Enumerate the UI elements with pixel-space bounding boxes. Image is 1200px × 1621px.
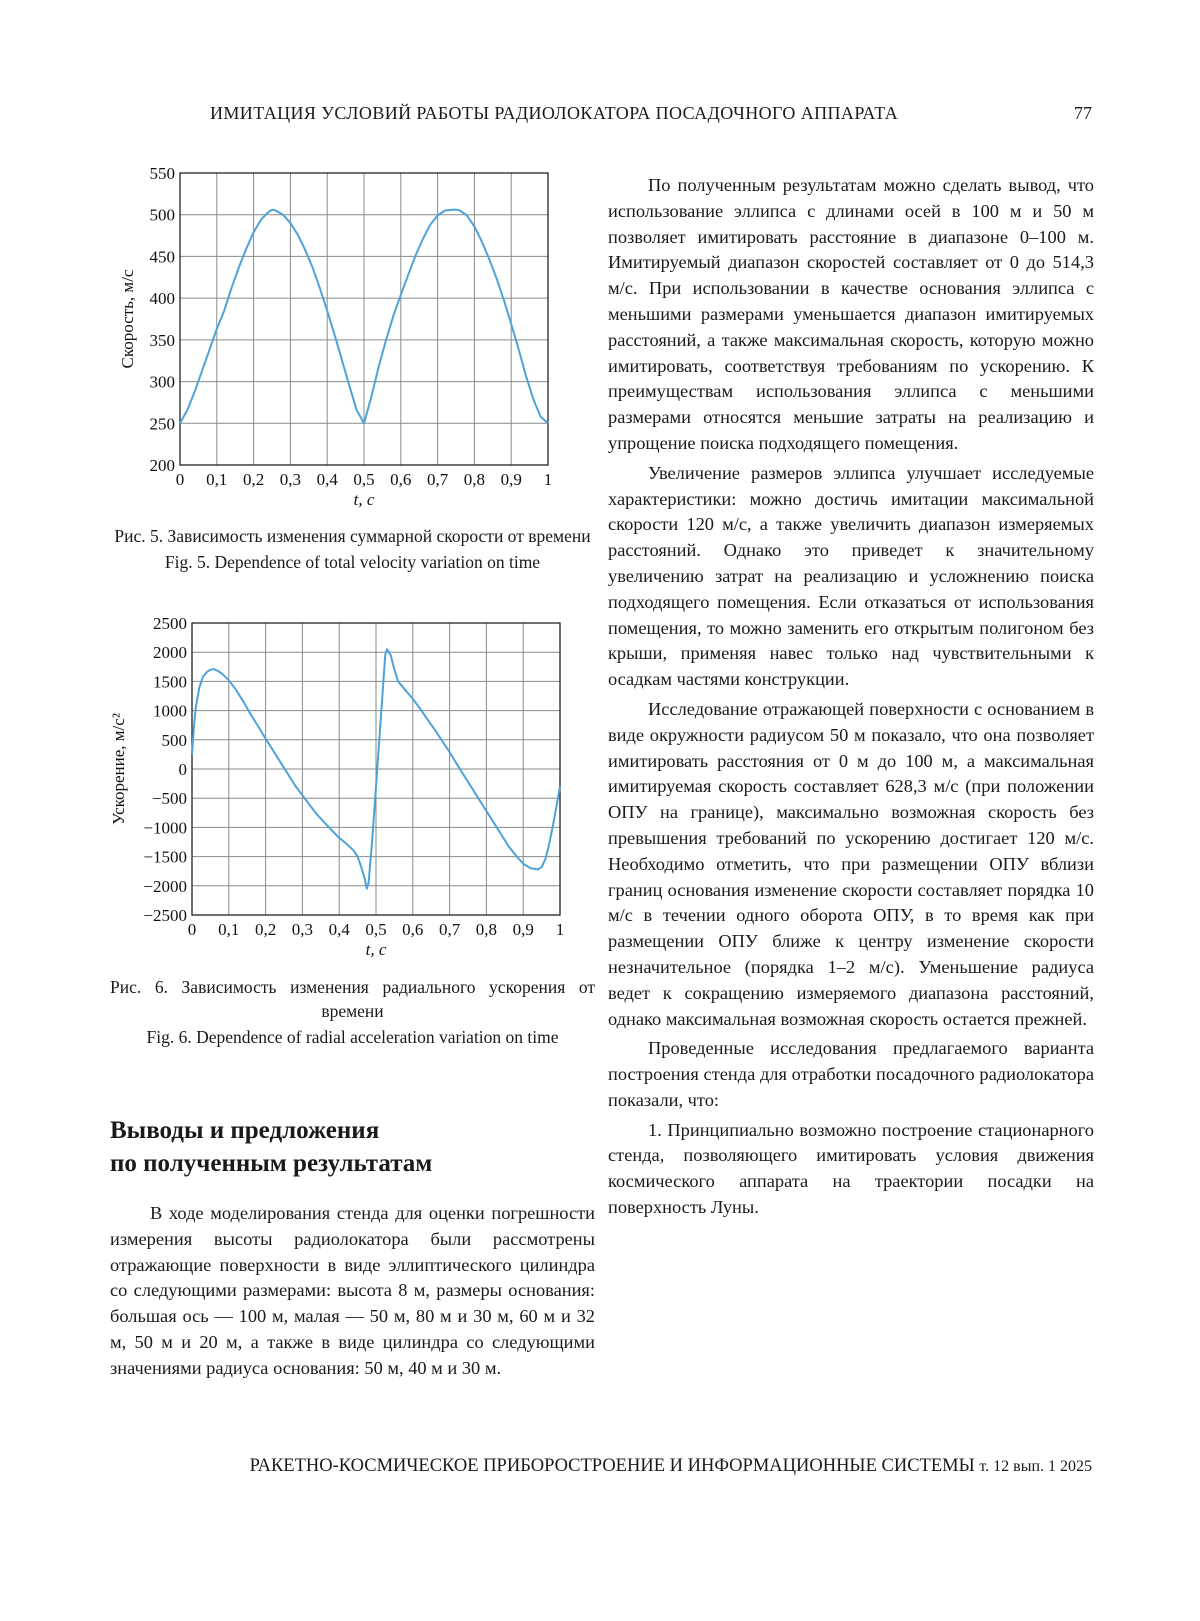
x-tick-label: 0,7 — [438, 920, 461, 939]
y-tick-label: 500 — [161, 730, 187, 750]
acceleration-chart-svg — [108, 612, 588, 972]
y-tick-label: 0 — [178, 760, 187, 779]
left-column-text — [110, 1201, 595, 1386]
velocity-chart-svg — [108, 160, 578, 520]
y-axis-label: Скорость, м/с — [118, 269, 137, 369]
y-axis-label: Ускорение, м/с² — [109, 713, 128, 825]
x-tick-label: 0,1 — [206, 470, 228, 489]
y-tick-label: 1000 — [153, 701, 187, 721]
page-footer — [0, 1456, 1092, 1477]
y-tick-label: −1000 — [143, 818, 187, 838]
figure-6-caption — [110, 975, 595, 1049]
x-tick-label: 0 — [175, 470, 185, 489]
y-tick-label: 550 — [149, 164, 175, 183]
x-tick-label: 0 — [187, 920, 197, 939]
x-tick-label: 0,8 — [475, 920, 498, 939]
x-tick-label: 0,1 — [218, 920, 240, 939]
figure-5-chart — [108, 160, 578, 524]
y-tick-label: 300 — [149, 372, 175, 392]
journal-issue: т. 12 вып. 1 2025 — [979, 1458, 1092, 1475]
paragraph: Исследование отражающей поверхности с основанием в виде окружности радиусом 50 м показало, что она позволяет имитировать расстояния от 0 м до 100 м, а максимальная имитируемая скорость составляет 628,3 м/с (при положении ОПУ на границе), максимально возможная скорость без превышения требований по ускорению достигает 120 м/с. Необходимо отметить, что при размещении ОПУ вблизи границ основания изменение скорости составляет порядка 10 м/с в течении одного оборота ОПУ, в то время как при размещении ОПУ ближе к центру изменение скорости незначительное (порядка 1–2 м/с). Уменьшение радиуса ведет к сокращению измеряемого диапазона расстояний, однако максимальная возможная скорость остается прежней. — [608, 698, 1094, 1029]
figure-5-caption-ru: Рис. 5. Зависимость изменения суммарной скорости от времени — [114, 526, 591, 546]
y-tick-label: −500 — [151, 789, 187, 809]
figure-5-caption — [110, 524, 595, 574]
x-tick-label: 0,5 — [365, 920, 387, 939]
x-tick-label: 0,3 — [279, 470, 302, 489]
x-tick-label: 0,2 — [242, 470, 265, 489]
paragraph: По полученным результатам можно сделать вывод, что использование эллипса с длинами осей в 100 м и 50 м позволяет имитировать расстояние в диапазоне 0–100 м. Имитируемый диапазон скоростей составляет от 0 до 514,3 м/с. При использовании в качестве основания эллипса с меньшими размерами уменьшается диапазон имитируемых расстояний, а также максимальная скорость, которую можно имитировать, соответствуя требованиям по ускорению. К преимуществам использования эллипса с меньшими размерами относятся меньшие затраты на реализацию и упрощение поиска подходящего помещения. — [608, 175, 1094, 453]
y-tick-label: 450 — [149, 247, 175, 267]
paragraph: В ходе моделирования стенда для оценки погрешности измерения высоты радиолокатора были рассмотрены отражающие поверхности в виде эллиптического цилиндра со следующими размерами: высота 8 м, размеры основания: большая ось — 100 м, малая — 50 м, 80 м и 30 м, 60 м и 32 м, 50 м и 20 м, а также в виде цилиндра со следующими значениями радиуса основания: 50 м, 40 м и 30 м. — [110, 1203, 595, 1378]
x-tick-label: 0,4 — [316, 470, 338, 489]
y-tick-label: −2000 — [143, 876, 187, 896]
y-tick-label: 2000 — [153, 643, 187, 663]
y-tick-label: 250 — [149, 414, 175, 434]
y-tick-label: −1500 — [143, 847, 187, 867]
x-tick-label: 0,6 — [402, 920, 424, 939]
y-tick-label: −2500 — [143, 906, 187, 925]
x-tick-label: 0,6 — [390, 470, 412, 489]
y-tick-label: 200 — [149, 456, 175, 475]
y-tick-label: 400 — [149, 289, 175, 309]
figure-5-caption-en: Fig. 5. Dependence of total velocity variation on time — [164, 552, 541, 572]
x-axis-label: t, с — [365, 940, 387, 959]
running-header — [110, 103, 1092, 133]
paragraph: Увеличение размеров эллипса улучшает исследуемые характеристики: можно достичь имитации максимальной скорости 120 м/с, а также увеличить диапазон измеряемых расстояний. Однако это приведет к значительному увеличению затрат на реализацию и усложнению поиска подходящего помещения. Если отказаться от использования помещения, то можно заменить его открытым полигоном без крыши, применяя навес только над чувствительными к осадкам частями конструкции. — [608, 462, 1094, 690]
y-tick-label: 500 — [149, 205, 175, 225]
running-title: ИМИТАЦИЯ УСЛОВИЙ РАБОТЫ РАДИОЛОКАТОРА ПОСАДОЧНОГО АППАРАТА — [210, 103, 899, 123]
x-tick-label: 0,5 — [353, 470, 375, 489]
right-column-text — [608, 173, 1094, 1225]
x-tick-label: 1 — [555, 920, 565, 939]
page-number: 77 — [1074, 103, 1092, 123]
section-heading-line-2: по полученным результатам — [110, 1150, 433, 1177]
y-tick-label: 350 — [149, 330, 175, 350]
x-tick-label: 0,3 — [291, 920, 314, 939]
x-tick-label: 0,9 — [500, 470, 522, 489]
figure-6-caption-en: Fig. 6. Dependence of radial acceleration variation on time — [146, 1027, 559, 1047]
x-tick-label: 0,8 — [463, 470, 486, 489]
x-tick-label: 0,7 — [426, 470, 449, 489]
x-axis-label: t, с — [353, 490, 375, 509]
x-tick-label: 1 — [543, 470, 553, 489]
paragraph: Проведенные исследования предлагаемого варианта построения стенда для отработки посадочного радиолокатора показали, что: — [608, 1038, 1094, 1110]
journal-title: РАКЕТНО-КОСМИЧЕСКОЕ ПРИБОРОСТРОЕНИЕ И ИНФОРМАЦИОННЫЕ СИСТЕМЫ — [249, 1456, 975, 1476]
paragraph: 1. Принципиально возможно построение стационарного стенда, позволяющего имитировать условия движения космического аппарата на траектории посадки на поверхность Луны. — [608, 1119, 1094, 1218]
figure-6-caption-ru: Рис. 6. Зависимость изменения радиального ускорения от времени — [110, 977, 595, 1021]
y-tick-label: 2500 — [153, 614, 187, 633]
x-tick-label: 0,4 — [328, 920, 350, 939]
section-heading — [110, 1114, 595, 1180]
figure-6-chart — [108, 612, 588, 976]
section-heading-line-1: Выводы и предложения — [110, 1117, 380, 1144]
y-tick-label: 1500 — [153, 672, 187, 692]
x-tick-label: 0,2 — [254, 920, 277, 939]
x-tick-label: 0,9 — [512, 920, 534, 939]
